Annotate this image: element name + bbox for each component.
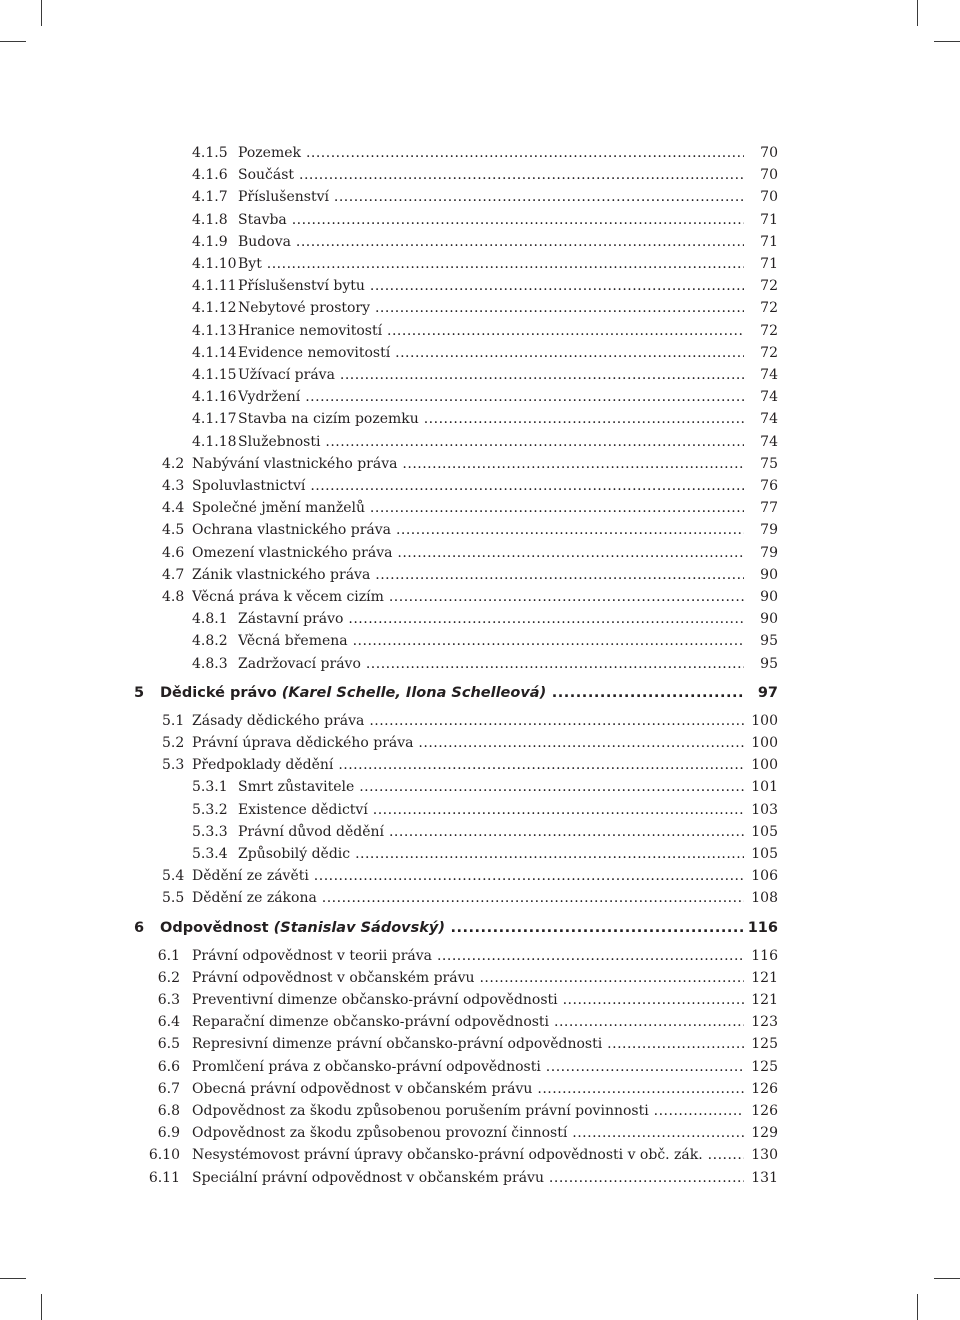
toc-title: Právní důvod dědění .....	[238, 821, 744, 843]
toc-entry[interactable]	[0, 142, 960, 164]
toc-entry[interactable]	[0, 1078, 960, 1100]
toc-number: 4.1.14	[192, 344, 237, 361]
toc-number: 4.1.10	[192, 256, 237, 272]
crop-mark-top-right-h	[934, 41, 960, 42]
toc-number: 4.3	[162, 478, 185, 494]
toc-page-number: 105	[751, 823, 778, 840]
crop-mark-bottom-left-v	[41, 1294, 42, 1320]
toc-number: 4.7	[162, 566, 185, 583]
toc-title: Stavba .....	[238, 209, 744, 231]
toc-entry[interactable]	[0, 1144, 960, 1166]
toc-page-number: 125	[751, 1058, 778, 1075]
toc-page-number: 105	[751, 846, 778, 862]
toc-page-number: 70	[760, 145, 778, 161]
toc-entry[interactable]	[0, 519, 960, 541]
toc-entry[interactable]	[0, 1122, 960, 1144]
toc-page-number: 130	[751, 1147, 778, 1164]
toc-page-number: 100	[751, 712, 778, 729]
toc-entry[interactable]	[0, 630, 960, 652]
toc-number: 4.4	[162, 500, 185, 517]
toc-number: 4.1.8	[192, 211, 228, 228]
toc-number: 4.1.18	[192, 433, 237, 450]
toc-title: Nabývání vlastnického práva .....	[192, 453, 744, 475]
toc-entry[interactable]	[0, 653, 960, 675]
toc-entry[interactable]	[0, 297, 960, 319]
toc-title: Odpovědnost za škodu způsobenou provozní činností .....	[192, 1122, 744, 1144]
toc-title: Odpovědnost (Stanislav Sádovský) .....	[160, 917, 744, 939]
toc-page-number: 123	[751, 1014, 778, 1031]
toc-number: 6	[134, 919, 145, 936]
toc-entry[interactable]	[0, 408, 960, 430]
toc-title: Zánik vlastnického práva .....	[192, 564, 744, 586]
toc-title: Preventivní dimenze občansko-právní odpovědnosti .....	[192, 989, 744, 1011]
toc-entry[interactable]	[0, 754, 960, 776]
toc-entry[interactable]	[0, 1056, 960, 1078]
toc-number: 4.8	[162, 589, 185, 605]
toc-number: 5.3.1	[192, 779, 228, 796]
toc-number: 6.7	[157, 1080, 180, 1097]
toc-entry[interactable]	[0, 586, 960, 608]
toc-title: Věcná břemena .....	[238, 630, 744, 652]
toc-entry[interactable]	[0, 564, 960, 586]
toc-number: 6.8	[157, 1103, 180, 1119]
toc-entry[interactable]	[0, 843, 960, 865]
toc-entry[interactable]	[0, 1167, 960, 1189]
toc-number: 5.1	[162, 712, 185, 729]
toc-entry[interactable]	[0, 1100, 960, 1122]
toc-page-number: 108	[751, 890, 778, 907]
toc-page-number: 72	[760, 300, 778, 317]
toc-page-number: 121	[751, 969, 778, 986]
toc-title: Pozemek .....	[238, 142, 744, 164]
toc-number: 5.3.3	[192, 823, 228, 840]
toc-number: 5.5	[162, 890, 185, 907]
toc-number: 4.8.1	[192, 611, 228, 628]
toc-page-number: 71	[760, 233, 778, 250]
toc-number: 6.11	[148, 1169, 180, 1186]
toc-entry[interactable]	[0, 945, 960, 967]
toc-title: Právní úprava dědického práva .....	[192, 732, 744, 754]
toc-entry[interactable]	[0, 275, 960, 297]
toc-entry[interactable]	[0, 776, 960, 798]
toc-entry[interactable]	[0, 865, 960, 887]
toc-number: 6.9	[157, 1125, 180, 1142]
toc-page-number: 103	[751, 801, 778, 818]
toc-title: Budova .....	[238, 231, 744, 253]
toc-number: 4.6	[162, 544, 185, 561]
toc-number: 6.1	[157, 947, 180, 964]
toc-title: Represivní dimenze právní občansko-právní odpovědnosti .....	[192, 1033, 744, 1055]
toc-entry[interactable]	[0, 732, 960, 754]
toc-number: 4.8.2	[192, 633, 228, 650]
toc-title: Věcná práva k věcem cizím .....	[192, 586, 744, 608]
toc-page-number: 71	[760, 211, 778, 228]
toc-entry[interactable]	[0, 320, 960, 342]
toc-page-number: 77	[760, 500, 778, 517]
toc-page-number: 100	[751, 735, 778, 751]
toc-entry[interactable]	[0, 967, 960, 989]
toc-page-number: 74	[760, 367, 778, 383]
toc-number: 6.10	[148, 1147, 180, 1164]
toc-author: (Stanislav Sádovský)	[273, 919, 445, 936]
toc-entry[interactable]	[0, 989, 960, 1011]
toc-page-number: 79	[760, 522, 778, 539]
toc-entry[interactable]	[0, 1033, 960, 1055]
toc-entry[interactable]	[0, 710, 960, 732]
toc-page-number: 121	[751, 992, 778, 1008]
toc-number: 6.6	[157, 1058, 180, 1075]
toc-number: 4.8.3	[192, 655, 228, 672]
toc-title: Příslušenství bytu .....	[238, 275, 744, 297]
toc-page-number: 106	[751, 868, 778, 885]
toc-number: 5	[134, 684, 145, 701]
toc-title: Příslušenství .....	[238, 186, 744, 208]
toc-title: Právní odpovědnost v občanském právu .....	[192, 967, 744, 989]
toc-entry[interactable]	[0, 887, 960, 909]
crop-mark-bottom-right-h	[934, 1278, 960, 1279]
toc-page-number: 129	[751, 1125, 778, 1142]
toc-title: Reparační dimenze občansko-právní odpovědnosti .....	[192, 1011, 744, 1033]
toc-page-number: 116	[747, 919, 778, 936]
toc-title: Užívací práva .....	[238, 364, 744, 386]
toc-page-number: 125	[751, 1036, 778, 1053]
toc-entry[interactable]	[0, 497, 960, 519]
toc-entry[interactable]	[0, 231, 960, 253]
toc-author: (Karel Schelle, Ilona Schelleová)	[281, 684, 547, 701]
toc-page-number: 95	[760, 655, 778, 672]
toc-entry[interactable]	[0, 453, 960, 475]
toc-number: 5.4	[162, 868, 185, 885]
toc-number: 4.5	[162, 522, 185, 539]
toc-title: Způsobilý dědic .....	[238, 843, 744, 865]
toc-page-number: 70	[760, 189, 778, 206]
toc-title: Smrt zůstavitele .....	[238, 776, 744, 798]
toc-entry[interactable]	[0, 475, 960, 497]
toc-number: 6.2	[157, 969, 180, 986]
toc-page-number: 75	[760, 455, 778, 472]
toc-page-number: 95	[760, 633, 778, 650]
crop-mark-bottom-left-h	[0, 1278, 26, 1279]
toc-number: 5.3	[162, 757, 185, 774]
toc-entry[interactable]	[0, 682, 960, 704]
toc-title: Spoluvlastnictví .....	[192, 475, 744, 497]
toc-number: 5.3.2	[192, 801, 228, 818]
toc-page-number: 90	[760, 566, 778, 583]
toc-page-number: 74	[760, 389, 778, 406]
toc-title: Zástavní právo .....	[238, 608, 744, 630]
toc-page-number: 71	[760, 256, 778, 272]
toc-number: 4.1.15	[192, 367, 237, 383]
toc-title: Odpovědnost za škodu způsobenou porušením právní povinnosti .....	[192, 1100, 744, 1122]
toc-entry[interactable]	[0, 386, 960, 408]
toc-entry[interactable]	[0, 342, 960, 364]
toc-entry[interactable]	[0, 821, 960, 843]
toc-title: Dědění ze závěti .....	[192, 865, 744, 887]
toc-page-number: 72	[760, 344, 778, 361]
toc-title: Speciální právní odpovědnost v občanském právu .....	[192, 1167, 744, 1189]
toc-title: Dědické právo (Karel Schelle, Ilona Schelleová) .....	[160, 682, 744, 704]
toc-number: 4.1.9	[192, 233, 228, 250]
toc-page-number: 126	[751, 1080, 778, 1097]
toc-page-number: 90	[760, 589, 778, 605]
toc-entry[interactable]	[0, 608, 960, 630]
toc-title: Zásady dědického práva .....	[192, 710, 744, 732]
toc-page-number: 131	[751, 1169, 778, 1186]
toc-number: 4.1.12	[192, 300, 237, 317]
toc-entry[interactable]	[0, 431, 960, 453]
toc-entry[interactable]	[0, 253, 960, 275]
toc-number: 6.4	[157, 1014, 180, 1031]
toc-title: Nesystémovost právní úpravy občansko-právní odpovědnosti v obč. zák. .....	[192, 1144, 744, 1166]
toc-page-number: 79	[760, 544, 778, 561]
crop-mark-top-left-v	[41, 0, 42, 26]
toc-page-number: 126	[751, 1103, 778, 1119]
toc-page-number: 97	[757, 684, 778, 701]
toc-number: 4.1.13	[192, 322, 237, 339]
toc-number: 4.1.7	[192, 189, 228, 206]
toc-title: Stavba na cizím pozemku .....	[238, 408, 744, 430]
toc-title: Předpoklady dědění .....	[192, 754, 744, 776]
toc-page-number: 116	[751, 947, 778, 964]
toc-page-number: 74	[760, 433, 778, 450]
toc-title: Ochrana vlastnického práva .....	[192, 519, 744, 541]
toc-page-number: 100	[751, 757, 778, 774]
toc-title: Společné jmění manželů .....	[192, 497, 744, 519]
toc-page-number: 76	[760, 478, 778, 494]
toc-entry[interactable]	[0, 209, 960, 231]
toc-number: 5.2	[162, 735, 185, 751]
toc-entry[interactable]	[0, 164, 960, 186]
toc-entry[interactable]	[0, 917, 960, 939]
toc-title: Evidence nemovitostí .....	[238, 342, 744, 364]
toc-entry[interactable]	[0, 799, 960, 821]
toc-page-number: 70	[760, 167, 778, 184]
toc-page-number: 72	[760, 322, 778, 339]
toc-number: 4.1.11	[192, 278, 237, 295]
toc-number: 4.1.5	[192, 145, 228, 161]
toc-title: Hranice nemovitostí .....	[238, 320, 744, 342]
toc-entry[interactable]	[0, 542, 960, 564]
toc-title: Nebytové prostory .....	[238, 297, 744, 319]
toc-page-number: 101	[751, 779, 778, 796]
crop-mark-top-right-v	[917, 0, 918, 26]
toc-title: Promlčení práva z občansko-právní odpovědnosti .....	[192, 1056, 744, 1078]
toc-entry[interactable]	[0, 186, 960, 208]
toc-number: 4.1.16	[192, 389, 237, 406]
toc-number: 5.3.4	[192, 846, 228, 862]
crop-mark-top-left-h	[0, 41, 26, 42]
toc-title: Vydržení .....	[238, 386, 744, 408]
toc-title: Omezení vlastnického práva .....	[192, 542, 744, 564]
toc-number: 4.1.6	[192, 167, 228, 184]
toc-title: Dědění ze zákona .....	[192, 887, 744, 909]
toc-number: 4.1.17	[192, 411, 237, 428]
toc-title: Existence dědictví .....	[238, 799, 744, 821]
toc-number: 6.5	[157, 1036, 180, 1053]
toc-entry[interactable]	[0, 364, 960, 386]
toc-title: Byt .....	[238, 253, 744, 275]
toc-page-number: 74	[760, 411, 778, 428]
toc-title: Obecná právní odpovědnost v občanském právu .....	[192, 1078, 744, 1100]
toc-title: Právní odpovědnost v teorii práva .....	[192, 945, 744, 967]
toc-page-number: 90	[760, 611, 778, 628]
toc-title: Služebnosti .....	[238, 431, 744, 453]
toc-title: Součást .....	[238, 164, 744, 186]
toc-number: 6.3	[157, 992, 180, 1008]
toc-number: 4.2	[162, 455, 185, 472]
toc-page-number: 72	[760, 278, 778, 295]
crop-mark-bottom-right-v	[917, 1294, 918, 1320]
toc-entry[interactable]	[0, 1011, 960, 1033]
toc-title: Zadržovací právo .....	[238, 653, 744, 675]
